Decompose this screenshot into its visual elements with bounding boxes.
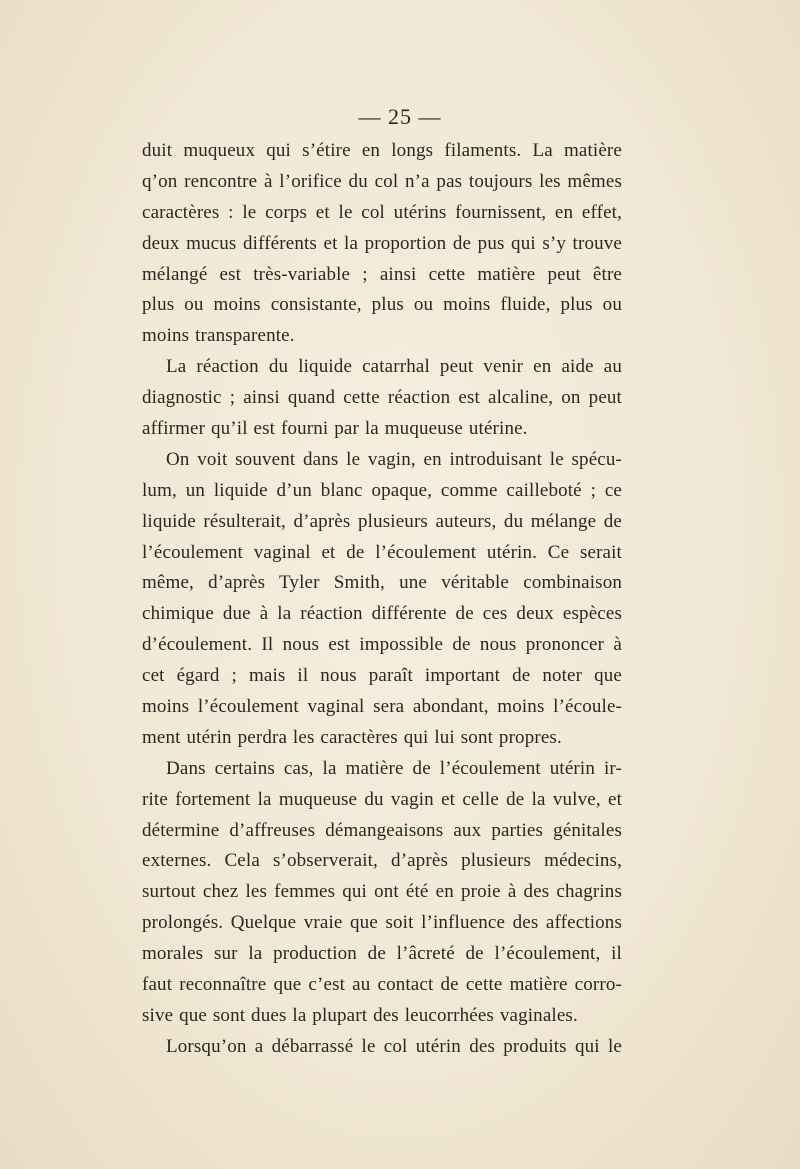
text-line: même, d’après Tyler Smith, une véritable combinaison [142, 572, 622, 594]
text-line: mélangé est très-variable ; ainsi cette matière peut être [142, 263, 622, 285]
text-line: morales sur la production de l’âcreté de l’écoulement, il [142, 943, 622, 965]
text-line: ment utérin perdra les caractères qui lui sont propres. [142, 726, 562, 748]
text-line: sive que sont dues la plupart des leucorrhées vaginales. [142, 1004, 578, 1026]
text-line: surtout chez les femmes qui ont été en proie à des chagrins [142, 881, 622, 903]
text-line: moins l’écoulement vaginal sera abondant, moins l’écoule- [142, 696, 622, 718]
text-line: deux mucus différents et la proportion de pus qui s’y trouve [142, 232, 622, 254]
text-line: duit muqueux qui s’étire en longs filaments. La matière [142, 140, 622, 161]
body-text [142, 136, 622, 1063]
text-line: chimique due à la réaction différente de ces deux espèces [142, 603, 622, 625]
text-line: plus ou moins consistante, plus ou moins fluide, plus ou [142, 294, 622, 316]
text-line: q’on rencontre à l’orifice du col n’a pas toujours les mêmes [142, 170, 622, 192]
text-line: lum, un liquide d’un blanc opaque, comme cailleboté ; ce [142, 479, 622, 501]
text-line: moins transparente. [142, 325, 295, 347]
text-line: l’écoulement vaginal et de l’écoulement utérin. Ce serait [142, 541, 622, 563]
text-line: Lorsqu’on a débarrassé le col utérin des produits qui le [166, 1035, 622, 1057]
text-line: rite fortement la muqueuse du vagin et celle de la vulve, et [142, 788, 622, 810]
text-line: d’écoulement. Il nous est impossible de nous prononcer à [142, 634, 622, 656]
text-line: On voit souvent dans le vagin, en introduisant le spécu- [166, 448, 622, 470]
text-line: Dans certains cas, la matière de l’écoulement utérin ir- [166, 757, 622, 779]
text-line: détermine d’affreuses démangeaisons aux parties génitales [142, 819, 622, 841]
text-line: externes. Cela s’observerait, d’après plusieurs médecins, [142, 850, 622, 872]
page-number: — 25 — [358, 104, 442, 129]
text-line: faut reconnaître que c’est au contact de cette matière corro- [142, 974, 622, 996]
text-line: La réaction du liquide catarrhal peut venir en aide au [166, 356, 622, 378]
text-line: diagnostic ; ainsi quand cette réaction est alcaline, on peut [142, 387, 622, 409]
text-line: affirmer qu’il est fourni par la muqueuse utérine. [142, 418, 528, 440]
text-line: liquide résulterait, d’après plusieurs auteurs, du mélange de [142, 510, 622, 532]
text-line: cet égard ; mais il nous paraît important de noter que [142, 665, 622, 687]
text-line: caractères : le corps et le col utérins fournissent, en effet, [142, 201, 622, 223]
text-line: prolongés. Quelque vraie que soit l’influence des affections [142, 912, 622, 934]
